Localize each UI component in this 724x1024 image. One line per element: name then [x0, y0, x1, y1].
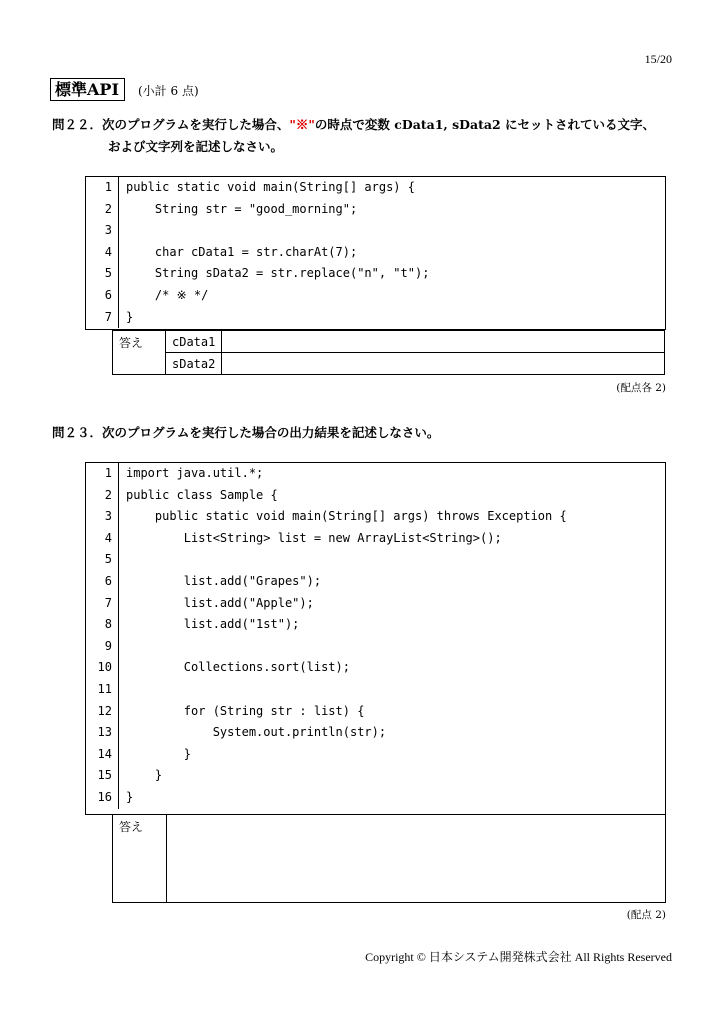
q22-answer-var: sData2 — [166, 353, 222, 375]
code-text: List<String> list = new ArrayList<String>(); — [126, 530, 502, 545]
page-number: 15/20 — [644, 52, 672, 66]
line-number: 3 — [86, 220, 119, 242]
q22-code-block — [86, 177, 664, 328]
code-line — [86, 614, 664, 636]
code-text: for (String str : list) { — [126, 703, 365, 718]
code-text: } — [126, 789, 134, 804]
code-text: list.add("1st"); — [126, 617, 300, 632]
code-line — [86, 722, 664, 744]
q23-answer-label: 答え — [119, 820, 144, 834]
code-text: } — [126, 768, 163, 783]
code-line — [86, 701, 664, 723]
section-title: 標準API — [50, 78, 125, 101]
q22-text-line1 — [52, 114, 655, 136]
line-number: 3 — [86, 506, 119, 528]
code-line — [86, 463, 664, 485]
code-line — [86, 199, 664, 221]
section-subtotal: (小計 6 点) — [138, 84, 199, 98]
line-number: 1 — [86, 177, 119, 199]
q22-points: (配点各 2) — [616, 382, 666, 394]
q22-mark: "※" — [289, 117, 315, 132]
line-number: 7 — [86, 307, 119, 329]
code-text — [119, 636, 665, 658]
line-number: 4 — [86, 242, 119, 264]
code-text: System.out.println(str); — [126, 725, 387, 740]
q23-code-block — [86, 463, 664, 809]
footer-copyright: Copyright © 日本システム開発株式会社 All Rights Reserved — [365, 950, 672, 964]
line-number: 1 — [86, 463, 119, 485]
code-text: } — [126, 746, 192, 761]
code-line — [86, 242, 664, 264]
line-number: 4 — [86, 528, 119, 550]
code-line — [86, 528, 664, 550]
q22-answer-label: 答え — [113, 331, 166, 375]
q22-answer-field-cdata1[interactable] — [222, 331, 665, 353]
q23-points: (配点 2) — [626, 909, 666, 921]
code-text: list.add("Grapes"); — [126, 573, 322, 588]
code-text: String str = "good_morning"; — [126, 201, 358, 216]
line-number: 6 — [86, 571, 119, 593]
code-line — [86, 177, 664, 199]
line-number: 2 — [86, 485, 119, 507]
code-line — [86, 787, 664, 809]
code-line — [86, 285, 664, 307]
q22-prefix: 問２２．次のプログラムを実行した場合、 — [52, 117, 290, 132]
code-line — [86, 636, 664, 658]
code-text: } — [126, 309, 134, 324]
code-text: char cData1 = str.charAt(7); — [126, 244, 358, 259]
code-line — [86, 263, 664, 285]
line-number: 14 — [86, 744, 119, 766]
code-line — [86, 307, 664, 329]
line-number: 8 — [86, 614, 119, 636]
code-line — [86, 657, 664, 679]
code-line — [86, 571, 664, 593]
code-text: list.add("Apple"); — [126, 595, 314, 610]
line-number: 16 — [86, 787, 119, 809]
code-line — [86, 220, 664, 242]
line-number: 5 — [86, 549, 119, 571]
q22-answer-var: cData1 — [166, 331, 222, 353]
code-text: String sData2 = str.replace("n", "t"); — [126, 266, 430, 281]
q22-answer-field-sdata2[interactable] — [222, 353, 665, 375]
q23-answer-field[interactable] — [167, 814, 665, 902]
line-number: 10 — [86, 657, 119, 679]
code-line — [86, 744, 664, 766]
q22-text-line2: および文字列を記述しなさい。 — [108, 139, 284, 154]
line-number: 2 — [86, 199, 119, 221]
line-number: 12 — [86, 701, 119, 723]
code-line — [86, 485, 664, 507]
line-number: 5 — [86, 263, 119, 285]
code-text: public static void main(String[] args) throws Exception { — [126, 509, 567, 524]
code-line — [86, 506, 664, 528]
line-number: 6 — [86, 285, 119, 307]
code-text — [119, 549, 665, 571]
code-text — [119, 679, 665, 701]
q22-answer-table — [112, 330, 665, 375]
code-text: public static void main(String[] args) { — [126, 180, 415, 194]
q22-suffix: の時点で変数 cData1, sData2 にセットされている文字、 — [314, 117, 655, 132]
line-number: 15 — [86, 765, 119, 787]
code-text: /* ※ */ — [126, 287, 209, 302]
code-line — [86, 765, 664, 787]
q23-answer-box — [112, 814, 666, 903]
line-number: 9 — [86, 636, 119, 658]
code-text: public class Sample { — [126, 487, 278, 502]
line-number: 13 — [86, 722, 119, 744]
code-line — [86, 549, 664, 571]
line-number: 11 — [86, 679, 119, 701]
line-number: 7 — [86, 593, 119, 615]
code-line — [86, 593, 664, 615]
code-text: import java.util.*; — [126, 466, 264, 480]
code-line — [86, 679, 664, 701]
code-text: Collections.sort(list); — [126, 660, 350, 675]
code-text — [119, 220, 665, 242]
q23-text-line1: 問２３．次のプログラムを実行した場合の出力結果を記述しなさい。 — [52, 425, 440, 440]
